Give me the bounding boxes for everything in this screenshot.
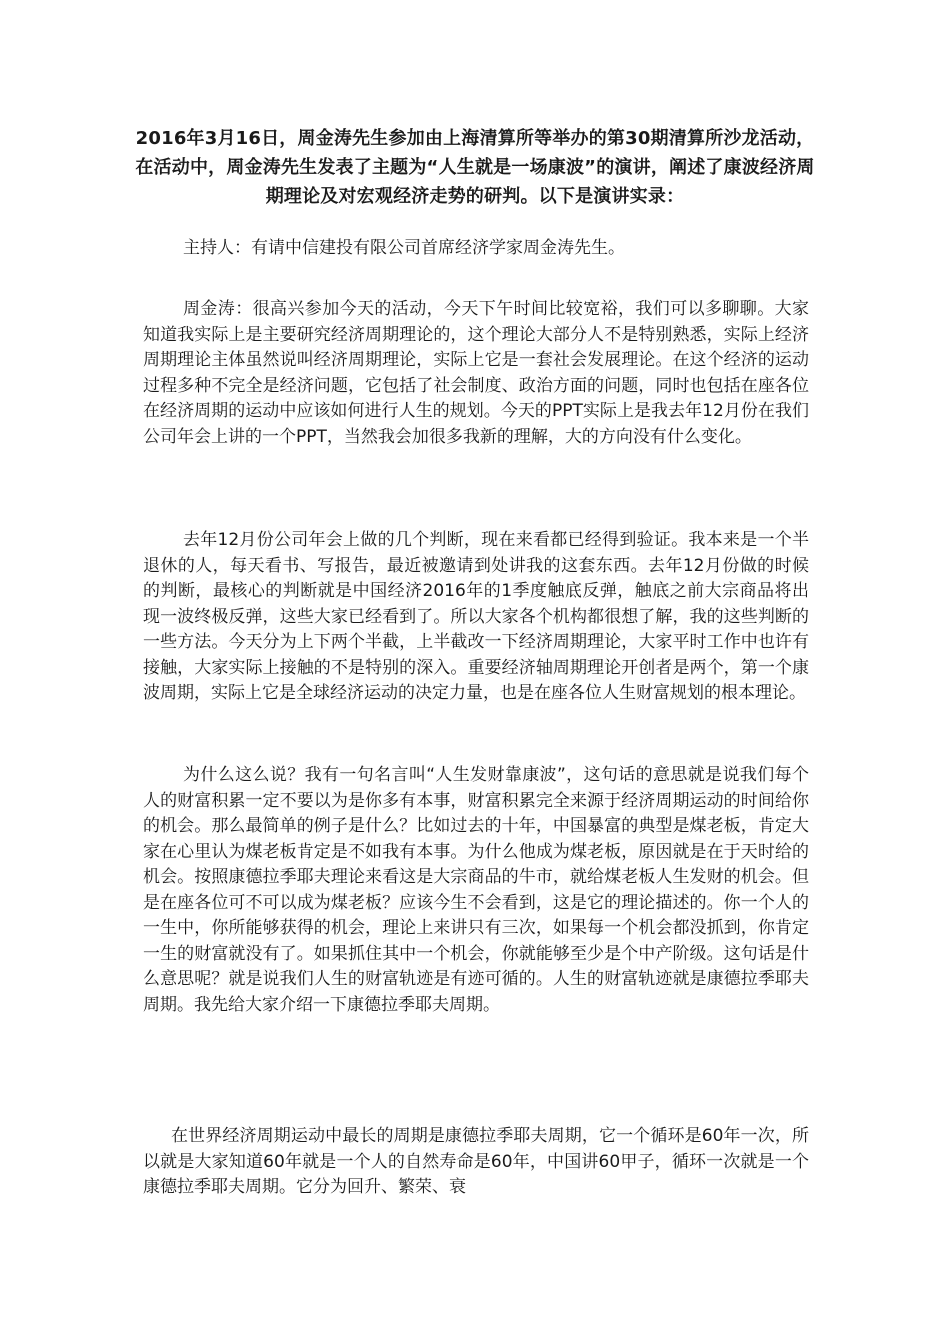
paragraph-wealth-kondratiev: 为什么这么说？我有一句名言叫“人生发财靠康波”，这句话的意思就是说我们每个人的财富积累一定不要以为是你多有本事，财富积累完全来源于经济周期运动的时间给你的机会。那么最简单的例子是什么？比如过去的十年，中国暴富的典型是煤老板，肯定大家在心里认为煤老板肯定是不如我有本事。为什么他成为煤老板，原因就是在于天时给的机会。按照康德拉季耶夫理论来看这是大宗商品的牛市，就给煤老板人生发财的机会。但是在座各位可不可以成为煤老板？应该今生不会看到，这是它的理论描述的。你一个人的一生中，你所能够获得的机会，理论上来讲只有三次，如果每一个机会都没抓到，你肯定一生的财富就没有了。如果抓住其中一个机会，你就能够至少是个中产阶级。这句话是什么意思呢？就是说我们人生的财富轨迹是有迹可循的。人生的财富轨迹就是康德拉季耶夫周期。我先给大家介绍一下康德拉季耶夫周期。 (143, 765, 809, 1015)
paragraph-last-year-judgment: 去年12月份公司年会上做的几个判断，现在来看都已经得到验证。我本来是一个半退休的人，每天看书、写报告，最近被邀请到处讲我的这套东西。去年12月份做的时候的判断，最核心的判断就是中国经济2016年的1季度触底反弹，触底之前大宗商品将出现一波终极反弹，这些大家已经看到了。所以大家各个机构都很想了解，我的这些判断的一些方法。今天分为上下两个半截，上半截改一下经济周期理论，大家平时工作中也许有接触，大家实际上接触的不是特别的深入。重要经济轴周期理论开创者是两个，第一个康波周期，实际上它是全球经济运动的决定力量，也是在座各位人生财富规划的根本理论。 (143, 530, 809, 703)
intro-summary: 2016年3月16日，周金涛先生参加由上海清算所等举办的第30期清算所沙龙活动，在活动中，周金涛先生发表了主题为“人生就是一场康波”的演讲，阐述了康波经济周期理论及对宏观经济走势的研判。以下是演讲实录： (135, 128, 815, 207)
paragraph-kondratiev-cycle: 在世界经济周期运动中最长的周期是康德拉季耶夫周期，它一个循环是60年一次，所以就是大家知道60年就是一个人的自然寿命是60年，中国讲60甲子，循环一次就是一个康德拉季耶夫周期。它分为回升、繁荣、衰 (143, 1126, 809, 1197)
paragraph-host-introduction: 主持人：有请中信建投有限公司首席经济学家周金涛先生。 (183, 238, 625, 258)
paragraph-speech-opening: 周金涛：很高兴参加今天的活动，今天下午时间比较宽裕，我们可以多聊聊。大家知道我实际上是主要研究经济周期理论的，这个理论大部分人不是特别熟悉，实际上经济周期理论主体虽然说叫经济周期理论，实际上它是一套社会发展理论。在这个经济的运动过程多种不完全是经济问题，它包括了社会制度、政治方面的问题，同时也包括在座各位在经济周期的运动中应该如何进行人生的规划。今天的PPT实际上是我去年12月份在我们公司年会上讲的一个PPT，当然我会加很多我新的理解，大的方向没有什么变化。 (143, 299, 809, 447)
